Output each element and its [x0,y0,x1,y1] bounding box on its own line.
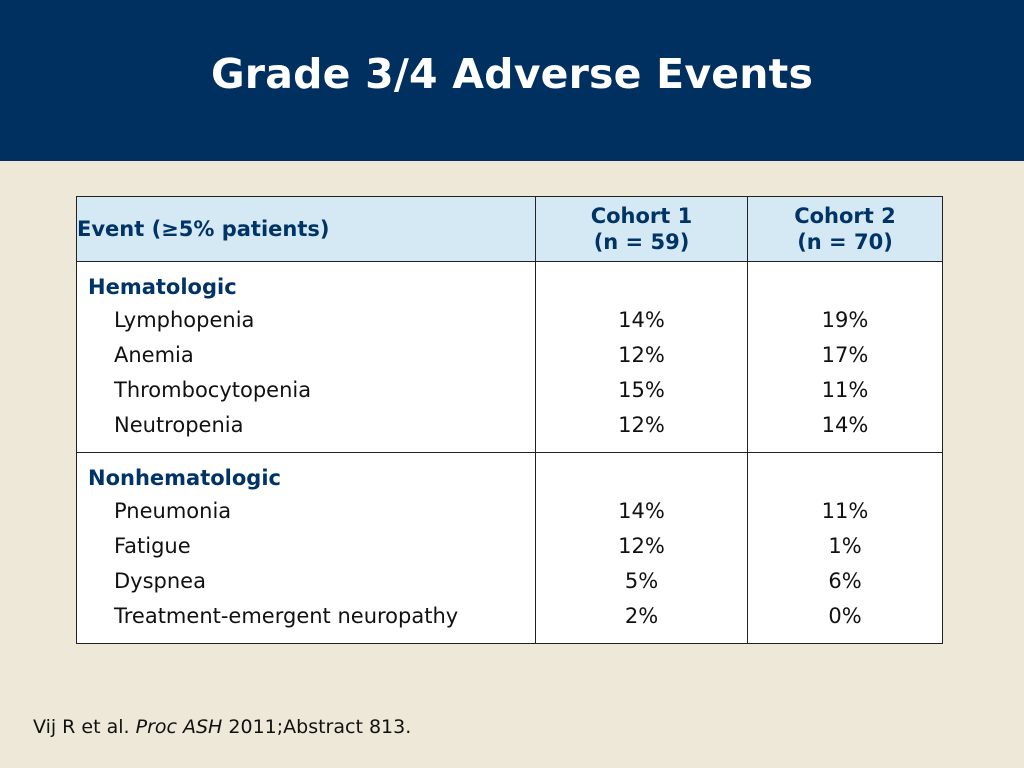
table-header-row [77,197,943,262]
table-group-row-hematologic [77,262,943,453]
cohort-1-value: 14% [618,308,665,332]
event-label: Thrombocytopenia [114,378,312,402]
cohort-1-value: 2% [624,604,659,628]
cohort-2-value: 1% [828,534,862,558]
event-label: Fatigue [114,534,191,558]
slide-title: Grade 3/4 Adverse Events [210,50,814,98]
cohort-1-cell [536,262,748,453]
column-header-cohort-1 [536,197,748,262]
title-bar [0,0,1024,161]
cohort-2-n: (n = 70) [797,230,893,254]
cohort-2-cell [748,453,943,644]
cohort-1-value: 15% [618,378,665,402]
cohort-2-name: Cohort 2 [794,204,896,228]
cohort-1-value: 5% [624,569,659,593]
event-label: Lymphopenia [114,308,255,332]
event-label: Pneumonia [114,499,232,523]
cohort-2-value: 17% [821,343,869,367]
group-title-hematologic: Hematologic [88,275,237,299]
cohort-2-value: 6% [828,569,862,593]
cohort-2-value: 19% [821,308,869,332]
cohort-2-value: 0% [828,604,862,628]
citation-journal: Proc ASH [135,716,223,738]
event-label: Treatment-emergent neuropathy [114,604,459,628]
cohort-1-value: 12% [618,413,665,437]
cohort-1-value: 14% [618,499,665,523]
column-header-event: Event (≥5% patients) [77,197,536,262]
table-group-row-nonhematologic [77,453,943,644]
event-label: Dyspnea [114,569,206,593]
cohort-1-cell [536,453,748,644]
event-cell [77,262,536,453]
column-header-cohort-2 [748,197,943,262]
group-title-nonhematologic: Nonhematologic [88,466,281,490]
cohort-2-cell [748,262,943,453]
citation-details: 2011;Abstract 813. [228,716,412,738]
cohort-1-value: 12% [618,534,665,558]
event-label: Neutropenia [114,413,244,437]
citation-authors: Vij R et al. [33,716,130,738]
citation [33,716,411,738]
cohort-2-value: 11% [821,499,869,523]
event-label: Anemia [114,343,194,367]
cohort-2-value: 14% [821,413,869,437]
cohort-1-value: 12% [618,343,665,367]
cohort-1-name: Cohort 1 [590,204,693,228]
adverse-events-table [76,196,943,644]
cohort-1-n: (n = 59) [593,230,690,254]
cohort-2-value: 11% [821,378,869,402]
event-cell [77,453,536,644]
